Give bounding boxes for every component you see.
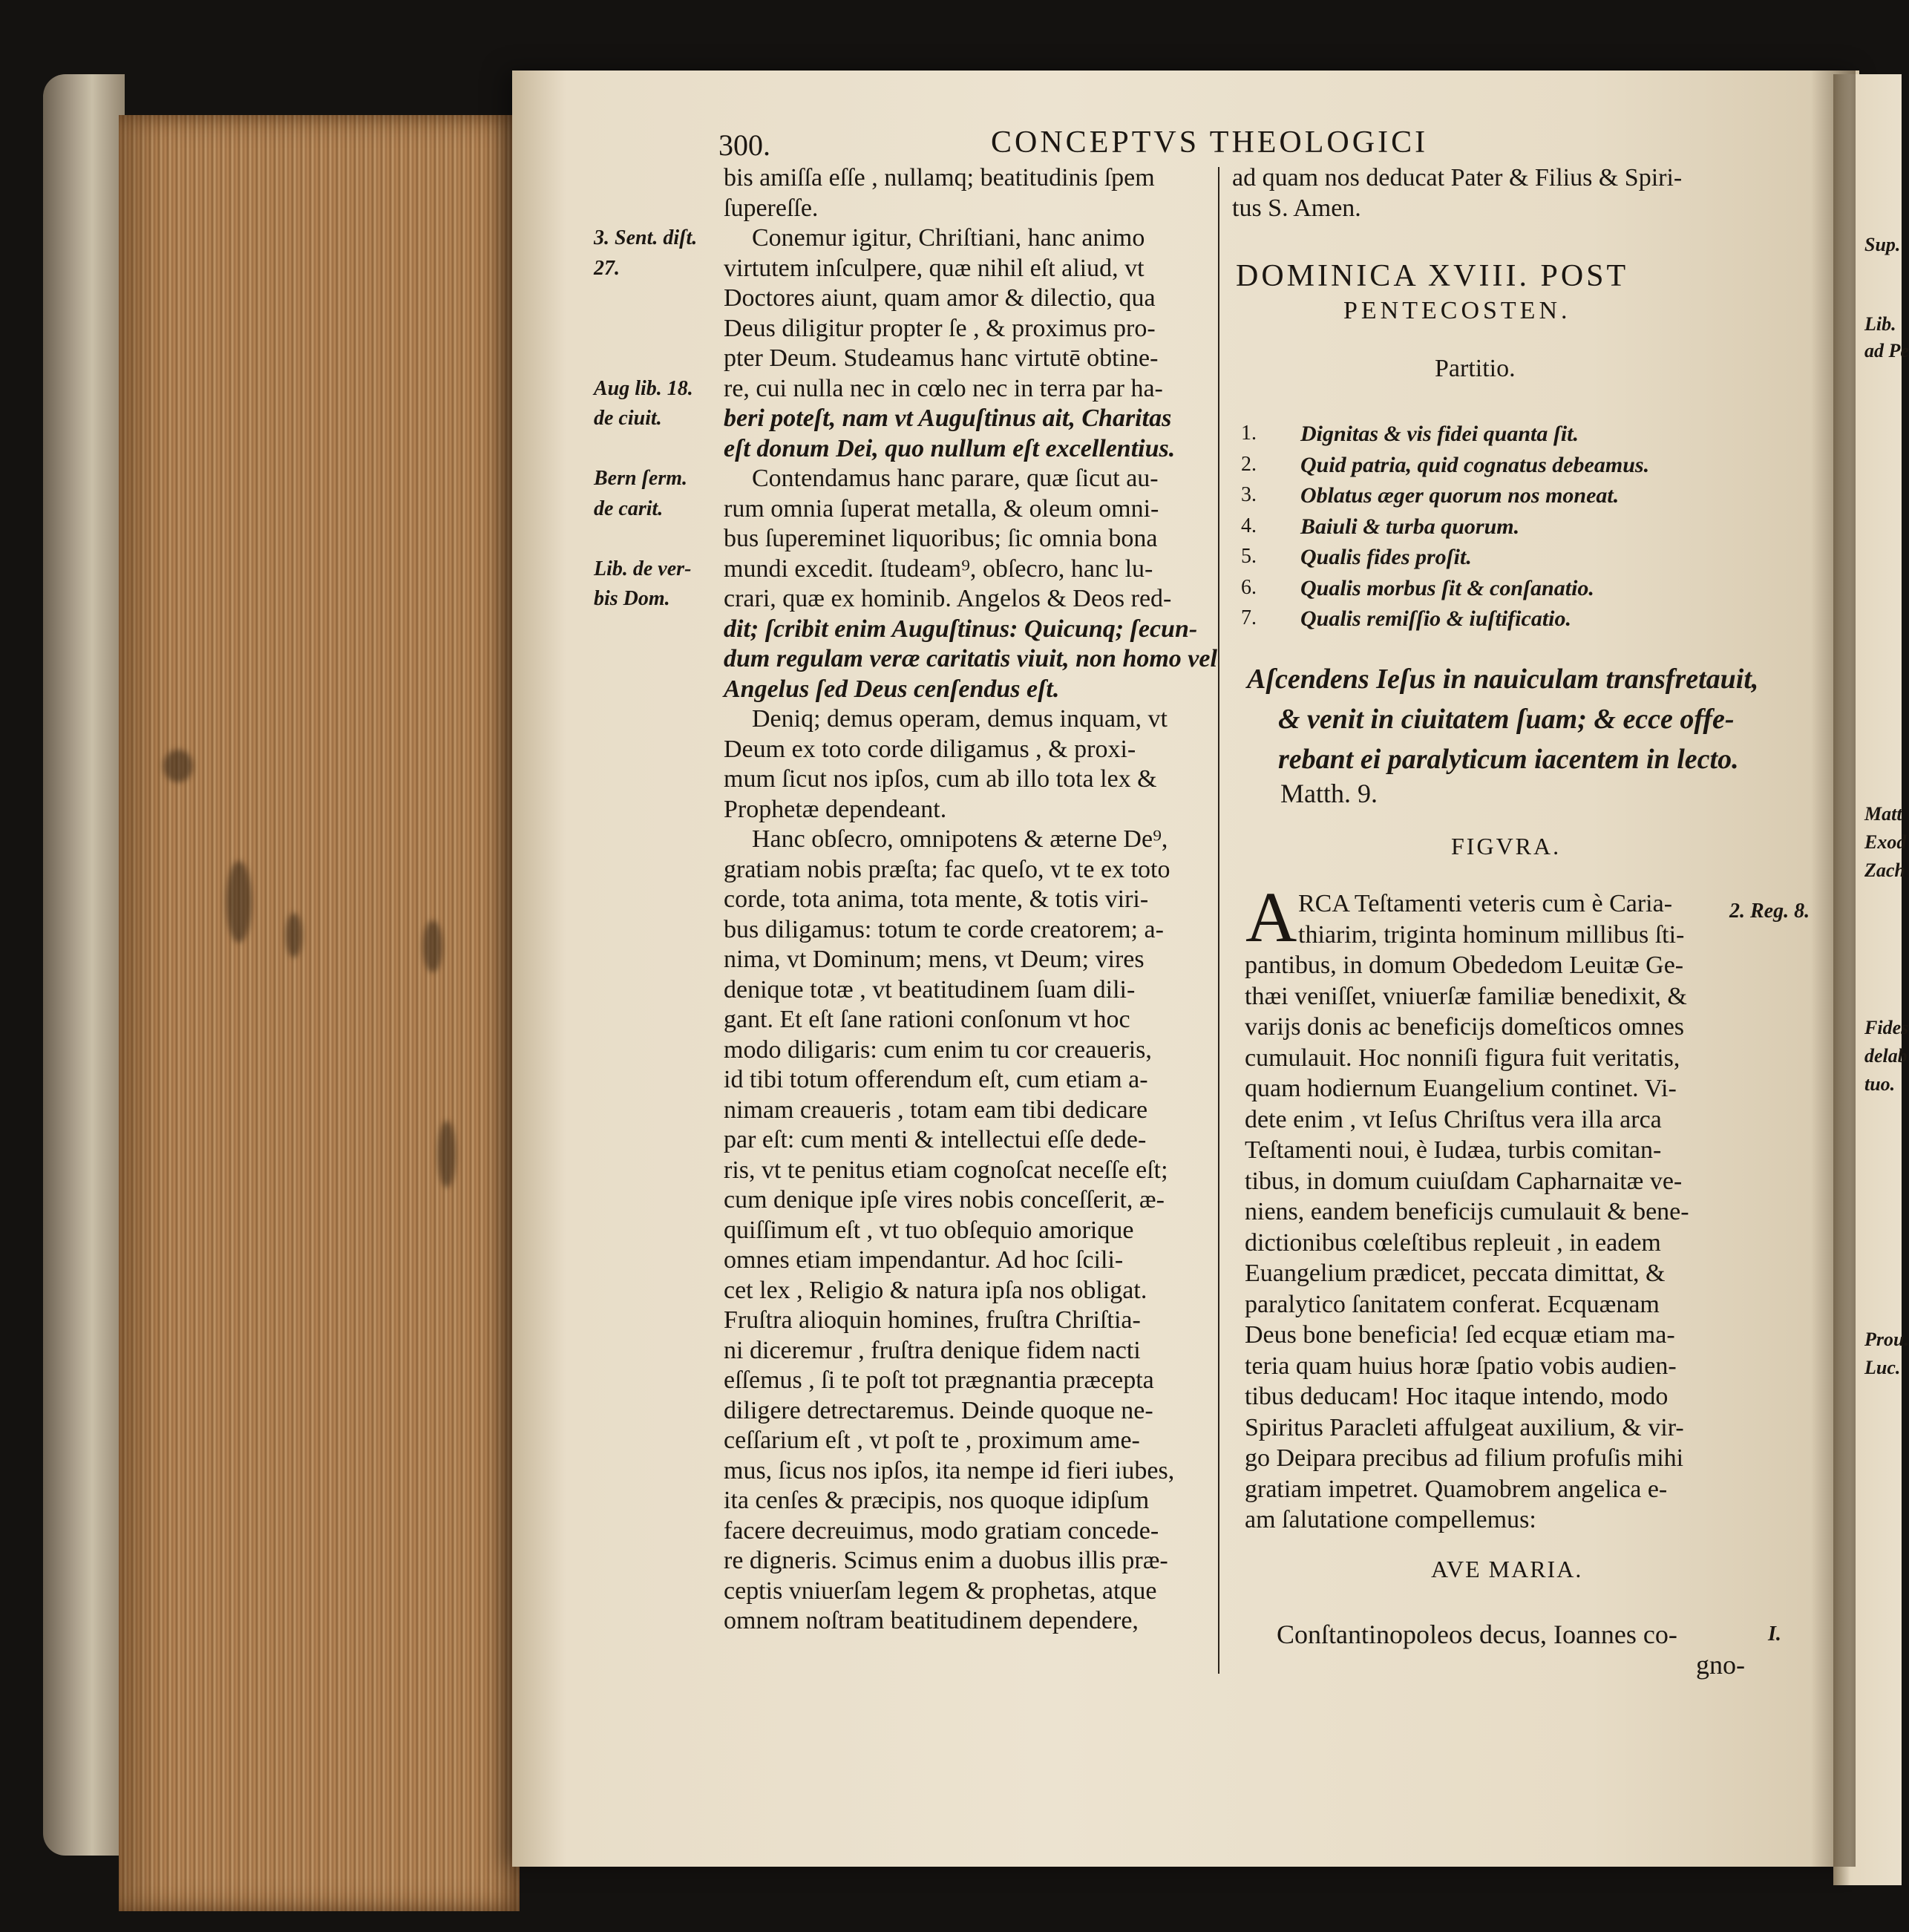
left-line: nima, vt Dominum; mens, vt Deum; vires: [724, 946, 1145, 973]
margin-note: de carit.: [594, 497, 664, 520]
margin-note: 3. Sent. diſt.: [594, 226, 698, 249]
left-line: virtutem inſculpere, quæ nihil eſt aliud, vt: [724, 254, 1145, 282]
margin-note: bis Dom.: [594, 587, 670, 610]
left-line: gant. Et eſt ſane rationi conſonum vt hoc: [724, 1006, 1130, 1033]
left-line: Deus diligitur propter ſe , & proximus pro-: [724, 314, 1156, 342]
left-line: diligere detrectaremus. Deinde quoque ne-: [724, 1396, 1153, 1424]
next-page-fragment: Matt: [1864, 803, 1902, 825]
left-line: cum denique ipſe vires nobis conceſſerit, æ-: [724, 1186, 1165, 1214]
final-line: Conſtantinopoleos decus, Ioannes co-: [1277, 1620, 1677, 1649]
figura-line: quam hodiernum Euangelium continet. Vi-: [1245, 1075, 1677, 1102]
margin-note: Aug lib. 18.: [594, 376, 693, 400]
left-line: Hanc obſecro, omnipotens & æterne De⁹,: [752, 825, 1168, 853]
figura-text: [1245, 888, 1727, 1536]
figura-title: FIGVRA.: [1451, 833, 1562, 859]
partitio-item: Dignitas & vis fidei quanta ſit.: [1300, 422, 1579, 446]
scripture-line: & venit in ciuitatem ſuam; & ecce offe-: [1278, 704, 1735, 735]
left-line: eſt donum Dei, quo nullum eſt excellentius.: [724, 434, 1176, 462]
left-line: re, cui nulla nec in cœlo nec in terra par ha-: [724, 374, 1163, 402]
left-line: mus, ſicus nos ipſos, ita nempe id fieri iubes,: [724, 1456, 1175, 1484]
partitio-item: Qualis remiſſio & iuſtificatio.: [1300, 606, 1571, 631]
partitio-number: 2.: [1241, 452, 1257, 476]
left-line: ceſſarium eſt , vt poſt te , proximum ame-: [724, 1427, 1140, 1454]
figura-line: thiarim, triginta hominum millibus ſti-: [1298, 920, 1685, 949]
figura-line: dictionibus cœleſtibus repleuit , in eadem: [1245, 1228, 1661, 1257]
figura-line: Deus bone beneficia! ſed ecquæ etiam ma-: [1245, 1321, 1675, 1349]
figura-line: teria quam huius horæ ſpatio vobis audien-: [1245, 1352, 1677, 1380]
figura-line: tibus, in domum cuiuſdam Capharnaitæ ve-: [1245, 1167, 1683, 1195]
right-line: tus S. Amen.: [1232, 194, 1361, 222]
left-line: ſupereſſe.: [724, 194, 819, 222]
next-page-fragment: Exod: [1864, 831, 1907, 853]
figura-line: tibus deducam! Hoc itaque intendo, modo: [1245, 1383, 1669, 1410]
figura-line: Euangelium prædicet, peccata dimittat, &: [1245, 1260, 1666, 1287]
scripture-line: Aſcendens Ieſus in nauiculam transfretauit,: [1247, 664, 1759, 695]
left-line: rum omnia ſuperat metalla, & oleum omni-: [724, 494, 1159, 523]
figura-line: gratiam impetret. Quamobrem angelica e-: [1245, 1475, 1668, 1503]
partitio-item: Qualis morbus ſit & conſanatio.: [1300, 575, 1594, 600]
left-line: bis amiſſa eſſe , nullamq; beatitudinis ſpem: [724, 164, 1155, 191]
left-line: omnem noſtram beatitudinem dependere,: [724, 1607, 1139, 1634]
left-line: Prophetæ dependeant.: [724, 795, 947, 823]
figura-line: dete enim , vt Ieſus Chriſtus vera illa arca: [1245, 1105, 1662, 1133]
margin-note: Lib. de ver-: [594, 557, 692, 580]
left-line: Angelus ſed Deus cenſendus eſt.: [724, 675, 1060, 703]
next-page-fragment: tuo.: [1864, 1073, 1896, 1095]
scripture-line: rebant ei paralyticum iacentem in lecto.: [1278, 744, 1739, 775]
left-line: bus diligamus: totum te corde creatorem; a-: [724, 915, 1164, 943]
left-line: cet lex , Religio & natura ipſa nos obligat.: [724, 1276, 1147, 1304]
figura-line: go Deipara precibus ad filium profuſis mihi: [1245, 1444, 1684, 1472]
left-line: bus ſupereminet liquoribus; ſic omnia bona: [724, 525, 1158, 552]
column-rule: [1218, 167, 1219, 1674]
left-line: gratiam nobis præſta; fac queſo, vt te ex toto: [724, 855, 1170, 883]
left-line: Deniq; demus operam, demus inquam, vt: [752, 705, 1168, 733]
margin-note: Bern ſerm.: [594, 467, 687, 490]
partitio-number: 4.: [1241, 514, 1257, 537]
figura-line: paralytico ſanitatem conferat. Ecquænam: [1245, 1290, 1660, 1318]
next-page-fragment: Lib.: [1864, 313, 1896, 335]
left-line: Contendamus hanc parare, quæ ſicut au-: [752, 465, 1159, 492]
left-column: [724, 163, 1221, 1637]
partitio-item: Qualis fides proſit.: [1300, 545, 1472, 569]
left-line: crari, quæ ex hominib. Angelos & Deos red-: [724, 585, 1172, 612]
figura-line: am ſalutatione compellemus:: [1245, 1506, 1536, 1533]
partitio-number: 7.: [1241, 606, 1257, 629]
left-line: denique totæ , vt beatitudinem ſuam dili-: [724, 975, 1136, 1003]
left-line: mum ſicut nos ipſos, cum ab illo tota lex &: [724, 765, 1157, 793]
final-line: gno-: [1696, 1649, 1745, 1680]
next-page-fragment: delab: [1864, 1045, 1908, 1067]
left-line: Conemur igitur, Chriſtiani, hanc animo: [752, 224, 1145, 252]
left-line: par eſt: cum menti & intellectui eſſe dede-: [724, 1126, 1147, 1153]
left-line: corde, tota anima, tota mente, & totis viri-: [724, 885, 1149, 913]
left-line: ris, vt te penitus etiam cognoſcat neceſſe eſt;: [724, 1156, 1168, 1184]
left-line: pter Deum. Studeamus hanc virtutē obtine-: [724, 344, 1159, 372]
right-line: ad quam nos deducat Pater & Filius & Spiri-: [1232, 164, 1683, 191]
running-head-title: CONCEPTVS THEOLOGICI: [991, 125, 1429, 160]
left-line: ita cenſes & præcipis, nos quoque idipſum: [724, 1487, 1150, 1514]
margin-note: 2. Reg. 8.: [1729, 900, 1810, 923]
left-line: id tibi totum offerendum eſt, cum etiam a-: [724, 1066, 1148, 1093]
left-line: Doctores aiunt, quam amor & dilectio, qua: [724, 284, 1156, 312]
left-line: modo diligaris: cum enim tu cor creaueris,: [724, 1035, 1152, 1064]
left-line: nimam creaueris , totam eam tibi dedicare: [724, 1096, 1148, 1124]
left-line: beri poteſt, nam vt Auguſtinus ait, Charitas: [724, 405, 1172, 432]
figura-line: Teſtamenti noui, è Iudæa, turbis comitan-: [1245, 1136, 1662, 1164]
gutter-shadow: [1811, 71, 1856, 1867]
next-page-fragment: Luc.: [1864, 1357, 1901, 1378]
partitio-title: Partitio.: [1435, 355, 1516, 382]
drop-cap: A: [1245, 877, 1297, 957]
partitio-item: Oblatus æger quorum nos moneat.: [1300, 483, 1620, 508]
partitio-number: 5.: [1241, 545, 1257, 568]
left-line: dum regulam veræ caritatis viuit, non homo vel: [724, 645, 1217, 672]
partitio-item: Quid patria, quid cognatus debeamus.: [1300, 452, 1650, 477]
ave-maria: AVE MARIA.: [1431, 1556, 1583, 1582]
left-line: ceptis vniuerſam legem & prophetas, atque: [724, 1576, 1157, 1605]
scripture-reference: Matth. 9.: [1280, 779, 1378, 808]
figura-line: RCA Teſtamenti veteris cum è Caria-: [1298, 890, 1673, 917]
left-line: facere decreuimus, modo gratiam concede-: [724, 1516, 1159, 1545]
figura-line: Spiritus Paracleti affulgeat auxilium, & vir-: [1245, 1413, 1684, 1441]
figura-line: thæi veniſſet, vniuerſæ familiæ benedixit, &: [1245, 982, 1687, 1010]
left-line: re digneris. Scimus enim a duobus illis præ-: [724, 1547, 1168, 1574]
sermon-subheading: PENTECOSTEN.: [1343, 297, 1571, 324]
next-page-fragment: Sup.: [1864, 234, 1901, 255]
left-line: dit; ſcribit enim Auguſtinus: Quicunq; ſecun-: [724, 615, 1198, 643]
left-line: ni diceremur , fruſtra denique fidem nacti: [724, 1336, 1141, 1364]
left-line: Deum ex toto corde diligamus , & proxi-: [724, 735, 1136, 763]
margin-note: I.: [1768, 1622, 1781, 1646]
figura-line: cumulauit. Hoc nonniſi figura fuit veritatis,: [1245, 1044, 1680, 1072]
margin-note: 27.: [594, 256, 620, 280]
figura-line: niens, eandem beneficijs cumulauit & bene-: [1245, 1198, 1689, 1225]
page-number: 300.: [718, 128, 770, 162]
scripture-quote: [1247, 659, 1759, 779]
left-line: Fruſtra alioquin homines, fruſtra Chriſtia-: [724, 1306, 1141, 1334]
partitio-item: Baiuli & turba quorum.: [1300, 514, 1520, 539]
figura-line: varijs donis ac beneficijs domeſticos omnes: [1245, 1013, 1685, 1041]
next-page-fragment: ad Pe: [1864, 340, 1909, 361]
left-line: mundi excedit. ſtudeam⁹, obſecro, hanc lu-: [724, 554, 1153, 583]
next-page-fragment: Zach: [1864, 859, 1905, 881]
book-spine: [43, 74, 125, 1856]
page-edges: [119, 115, 520, 1911]
margin-note: de ciuit.: [594, 407, 662, 430]
final-lines: [1277, 1620, 1752, 1680]
left-line: quiſſimum eſt , vt tuo obſequio amorique: [724, 1216, 1134, 1244]
left-line: eſſemus , ſi te poſt tot prægnantia præcepta: [724, 1366, 1154, 1394]
partitio-number: 3.: [1241, 483, 1257, 506]
partitio-number: 6.: [1241, 575, 1257, 599]
left-line: omnes etiam impendantur. Ad hoc ſcili-: [724, 1246, 1124, 1274]
figura-line: pantibus, in domum Obededom Leuitæ Ge-: [1245, 952, 1684, 979]
next-page-fragment: Prou.: [1864, 1329, 1909, 1350]
right-column-top: [1232, 163, 1715, 223]
partitio-number: 1.: [1241, 422, 1257, 445]
next-page-fragment: Fides: [1864, 1017, 1909, 1038]
sermon-heading: DOMINICA XVIII. POST: [1236, 259, 1629, 293]
